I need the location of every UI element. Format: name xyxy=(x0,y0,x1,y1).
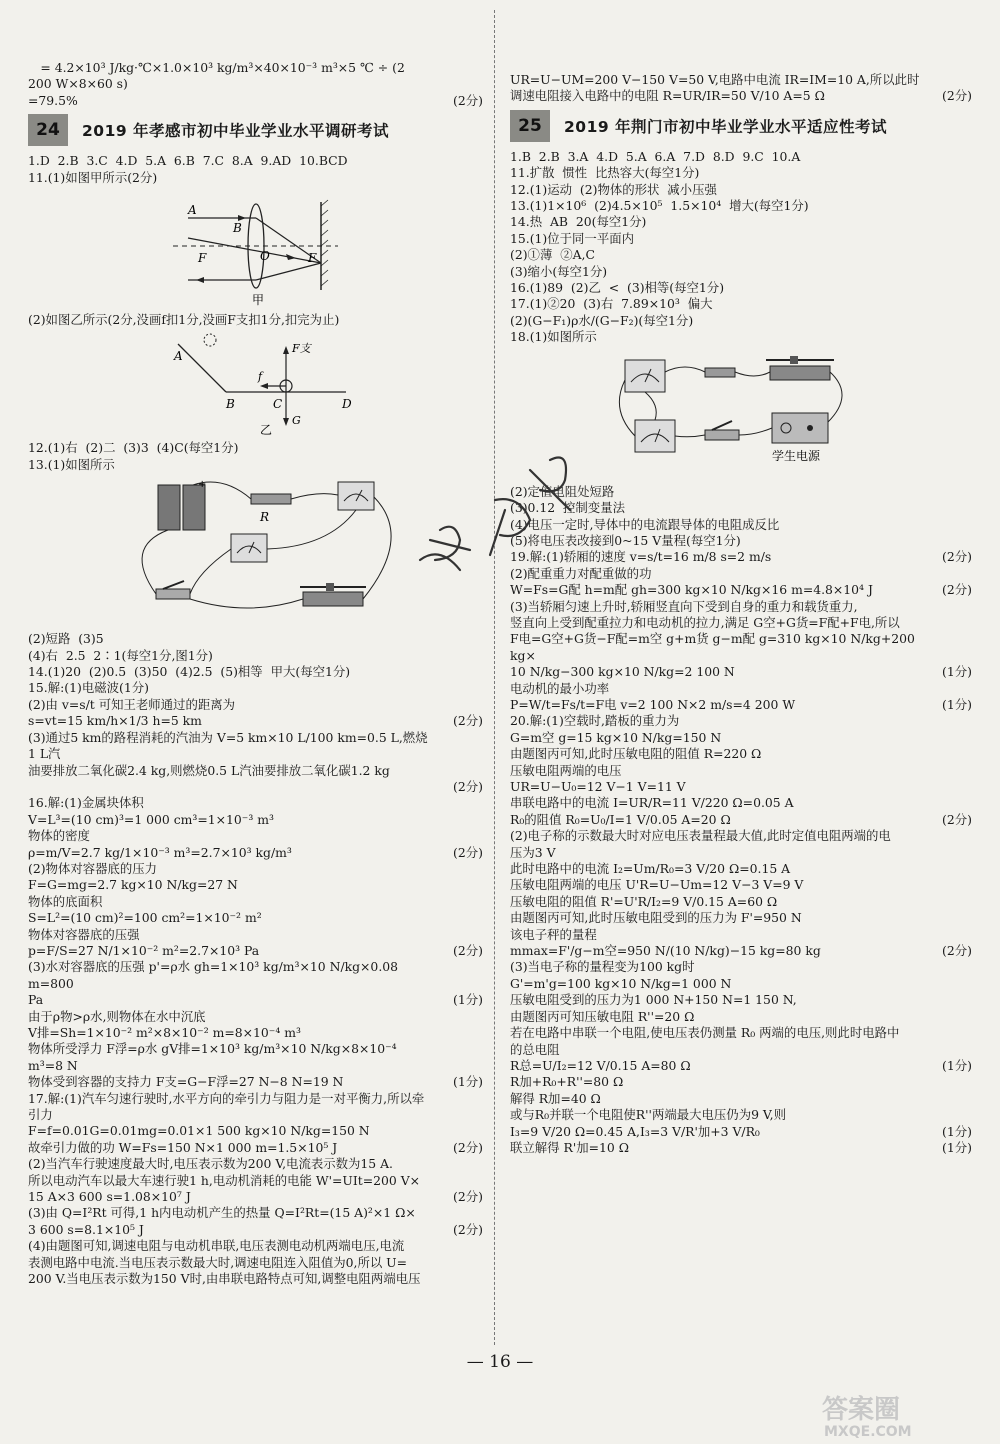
answer-line xyxy=(510,894,972,910)
answer-text: (2)电子称的示数最大时对应电压表量程最大值,此时定值电阻两端的电 xyxy=(510,828,891,844)
answer-line xyxy=(28,1156,483,1172)
answer-text: 由题图丙可知,此时压敏电阻的阻值 R=220 Ω xyxy=(510,746,762,762)
power-supply-icon xyxy=(772,413,828,443)
answer-text: R加+R₀+R''=80 Ω xyxy=(510,1074,624,1090)
score-label: (2分) xyxy=(942,811,972,827)
answer-text: R总=U/I₂=12 V/0.15 A=80 Ω xyxy=(510,1057,691,1073)
answer-text: G=m空 g=15 kg×10 N/kg=150 N xyxy=(510,729,722,745)
answer-text: G'=m'g=100 kg×10 N/kg=1 000 N xyxy=(510,975,732,991)
answer-text: 17.解:(1)汽车匀速行驶时,水平方向的牵引力与阻力是一对平衡力,所以牵 xyxy=(28,1090,425,1106)
answer-text: 引力 xyxy=(28,1107,53,1123)
answer-line xyxy=(28,861,483,877)
answer-line xyxy=(510,1042,972,1058)
answer-text: R₀的阻值 R₀=U₀/I=1 V/0.05 A=20 Ω xyxy=(510,811,731,827)
answer-text: 1.B 2.B 3.A 4.D 5.A 6.A 7.D 8.D 9.C 10.A xyxy=(510,148,801,164)
answer-line xyxy=(510,72,972,88)
answer-line xyxy=(510,599,972,615)
answer-text: 压为3 V xyxy=(510,844,556,860)
answer-text: (4)电压一定时,导体中的电流跟导体的电阻成反比 xyxy=(510,516,780,532)
svg-text:MXQE.COM: MXQE.COM xyxy=(824,1424,912,1438)
answer-line xyxy=(28,1205,483,1221)
support-arrow-icon xyxy=(283,346,289,354)
answer-text: UR=U−UM=200 V−150 V=50 V,电路中电流 IR=IM=10 A,所以此时 xyxy=(510,72,920,87)
answer-line xyxy=(510,861,972,877)
answer-text: 电动机的最小功率 xyxy=(510,680,610,696)
answer-text: 压敏电阻受到的压力为1 000 N+150 N=1 150 N, xyxy=(510,992,797,1008)
answer-line xyxy=(28,845,483,861)
ammeter-icon xyxy=(231,534,267,562)
answers-24-part1 xyxy=(28,153,483,186)
answer-text: (2)(G−F₁)ρ水/(G−F₂)(每空1分) xyxy=(510,312,694,328)
score-label: (2分) xyxy=(453,1221,483,1237)
score-label: (2分) xyxy=(453,92,483,108)
answer-text: (3)当轿厢匀速上升时,轿厢竖直向下受到自身的重力和载货重力, xyxy=(510,598,858,614)
answer-text: 20.解:(1)空载时,踏板的重力为 xyxy=(510,713,680,729)
answer-line xyxy=(510,264,972,280)
answer-text: 12.(1)运动 (2)物体的形状 减小压强 xyxy=(510,181,717,197)
answer-text: ρ=m/V=2.7 kg/1×10⁻³ m³=2.7×10³ kg/m³ xyxy=(28,844,292,860)
answer-text: 1.D 2.B 3.C 4.D 5.A 6.B 7.C 8.A 9.AD 10.BCD xyxy=(28,153,348,169)
answer-line xyxy=(28,910,483,926)
answer-line xyxy=(28,812,483,828)
answer-text: (4)右 2.5 2∶1(每空1分,图1分) xyxy=(28,647,213,663)
answer-line xyxy=(510,198,972,214)
answer-line xyxy=(510,313,972,329)
section-25-banner xyxy=(510,109,972,143)
answer-line xyxy=(510,795,972,811)
answer-line xyxy=(510,763,972,779)
answer-line xyxy=(510,877,972,893)
answer-line xyxy=(510,943,972,959)
answer-line xyxy=(28,1238,483,1254)
answer-text: 压敏电阻两端的电压 U'R=U−Um=12 V−3 V=9 V xyxy=(510,877,804,893)
lens-diagram xyxy=(28,190,483,308)
answer-line xyxy=(28,1091,483,1107)
answer-text: 由题图丙可知,此时压敏电阻受到的压力为 F'=950 N xyxy=(510,910,802,926)
score-label: (2分) xyxy=(453,844,483,860)
score-label: (2分) xyxy=(942,88,972,104)
reflected-ray-arrow-icon xyxy=(196,277,204,283)
answer-text: 14.(1)20 (2)0.5 (3)50 (4)2.5 (5)相等 甲大(每空1分) xyxy=(28,664,351,680)
answer-line xyxy=(510,615,972,631)
answer-text: F电=G空+G货−F配=m空 g+m货 g−m配 g=310 kg×10 N/kg+200 kg× xyxy=(510,631,919,663)
answer-text: F=f=0.01G=0.01mg=0.01×1 500 kg×10 N/kg=150 N xyxy=(28,1123,370,1139)
answer-line xyxy=(28,1107,483,1123)
answer-line xyxy=(28,93,483,109)
score-label: (2分) xyxy=(942,943,972,959)
answer-text: 油要排放二氧化碳2.4 kg,则燃烧0.5 L汽油要排放二氧化碳1.2 kg xyxy=(28,762,390,778)
label-focus-right: F xyxy=(308,251,317,266)
answer-text: 11.(1)如图甲所示(2分) xyxy=(28,169,158,185)
answer-text: 压敏电阻两端的电压 xyxy=(510,762,622,778)
answer-line xyxy=(28,60,483,93)
answer-line xyxy=(28,1271,483,1287)
answer-text: 压敏电阻的阻值 R'=U'R/I₂=9 V/0.15 A=60 Ω xyxy=(510,893,778,909)
answer-text: 调速电阻接入电路中的电阻 R=UR/IR=50 V/10 A=5 Ω xyxy=(510,88,825,104)
answer-line xyxy=(28,1255,483,1271)
figure-jia-lens xyxy=(28,190,483,308)
answer-line xyxy=(28,697,483,713)
label-c: C xyxy=(273,397,283,412)
answer-text: 13.(1)1×10⁶ (2)4.5×10⁵ 1.5×10⁴ 增大(每空1分) xyxy=(510,198,809,214)
answer-line xyxy=(28,1123,483,1139)
label-r: R xyxy=(260,510,270,525)
reflected-ray xyxy=(256,263,321,280)
answers-25-part2 xyxy=(510,484,972,1157)
answer-text: 若在电路中串联一个电阻,使电压表仍测量 R₀ 两端的电压,则此时电路中 xyxy=(510,1025,900,1041)
label-b: B xyxy=(226,397,235,412)
answer-line xyxy=(510,165,972,181)
answer-text: 此时电路中的电流 I₂=Um/R₀=3 V/20 Ω=0.15 A xyxy=(510,861,791,877)
answer-text: 16.解:(1)金属块体积 xyxy=(28,795,144,811)
score-label: (1分) xyxy=(942,664,972,680)
answer-text: V排=Sh=1×10⁻² m²×8×10⁻² m=8×10⁻⁴ m³ xyxy=(28,1024,301,1040)
resistor-icon xyxy=(251,494,291,504)
answer-text: 13.(1)如图所示 xyxy=(28,456,115,472)
answer-text: 200 V.当电压表示数为150 V时,由串联电路特点可知,调整电阻两端电压 xyxy=(28,1271,421,1287)
answer-line xyxy=(510,1025,972,1041)
answer-text: I₃=9 V/20 Ω=0.45 A,I₃=3 V/R'加+3 V/R₀ xyxy=(510,1123,760,1139)
power-supply-label: 学生电源 xyxy=(772,448,821,463)
answer-text: 所以电动汽车以最大车速行驶1 h,电动机消耗的电能 W'=UIt=200 V× xyxy=(28,1172,421,1188)
answer-text: (2)如图乙所示(2分,没画f扣1分,没画F支扣1分,扣完为止) xyxy=(28,312,340,328)
answer-line xyxy=(28,312,483,328)
answer-line xyxy=(510,812,972,828)
answer-line xyxy=(510,296,972,312)
voltmeter-icon xyxy=(625,360,665,392)
answer-text: 解得 R加=40 Ω xyxy=(510,1090,601,1106)
answer-text: 14.热 AB 20(每空1分) xyxy=(510,214,647,230)
page-number: — 16 — xyxy=(466,1352,534,1372)
label-a: A xyxy=(188,203,197,218)
score-label: (1分) xyxy=(942,696,972,712)
answer-text: 15.解:(1)电磁波(1分) xyxy=(28,680,149,696)
answer-text: 10 N/kg−300 kg×10 N/kg=2 100 N xyxy=(510,664,735,680)
score-label: (1分) xyxy=(942,1139,972,1155)
answer-line xyxy=(28,779,483,795)
force-diagram xyxy=(28,332,483,436)
answer-text: (2)物体对容器底的压力 xyxy=(28,860,158,876)
score-label: (1分) xyxy=(942,1057,972,1073)
answer-line xyxy=(510,280,972,296)
answer-line xyxy=(510,149,972,165)
answer-line xyxy=(28,153,483,169)
answer-text: 串联电路中的电流 I=UR/R=11 V/220 Ω=0.05 A xyxy=(510,795,794,811)
right-pre-block xyxy=(510,72,972,105)
answer-line xyxy=(28,943,483,959)
answer-text: 16.(1)89 (2)乙 < (3)相等(每空1分) xyxy=(510,280,725,296)
answer-text: 12.(1)右 (2)二 (3)3 (4)C(每空1分) xyxy=(28,440,239,456)
answer-text: (5)将电压表改接到0~15 V量程(每空1分) xyxy=(510,532,741,548)
answer-text: (3)0.12 控制变量法 xyxy=(510,500,625,516)
score-label: (2分) xyxy=(453,778,483,794)
answer-text: 物体的底面积 xyxy=(28,893,103,909)
friction-arrow-icon xyxy=(260,383,268,389)
label-d: D xyxy=(342,397,352,412)
answer-line xyxy=(510,1140,972,1156)
answer-text: 该电子秤的量程 xyxy=(510,926,597,942)
answer-text: 表测电路中电流.当电压表示数最大时,调速电阻连入阻值为0,所以 U= xyxy=(28,1254,408,1270)
answer-text: (2)短路 (3)5 xyxy=(28,631,104,647)
answer-line xyxy=(28,763,483,779)
answer-text: Pa xyxy=(28,992,44,1008)
answer-line xyxy=(510,713,972,729)
answer-text: 19.解:(1)轿厢的速度 v=s/t=16 m/8 s=2 m/s xyxy=(510,549,772,565)
score-label: (2分) xyxy=(453,1189,483,1205)
section-24-title: 2019 年孝感市初中毕业学业水平调研考试 xyxy=(82,122,390,141)
score-label: (2分) xyxy=(942,582,972,598)
answer-line xyxy=(28,1074,483,1090)
label-friction: f xyxy=(258,370,263,384)
answer-line xyxy=(510,976,972,992)
answer-text: (2)配重重力对配重做的功 xyxy=(510,565,652,581)
answer-line xyxy=(510,664,972,680)
answers-25-part1 xyxy=(510,149,972,346)
score-label: (1分) xyxy=(942,1123,972,1139)
answer-text: 17.(1)②20 (3)右 7.89×10³ 偏大 xyxy=(510,296,713,312)
ball-start xyxy=(204,334,216,346)
rheostat-icon xyxy=(300,583,366,606)
answer-text: 由于ρ物>ρ水,则物体在水中沉底 xyxy=(28,1008,206,1024)
ammeter-icon xyxy=(635,420,675,452)
answer-line xyxy=(510,1058,972,1074)
answer-text: (3)由 Q=I²Rt 可得,1 h内电动机产生的热量 Q=I²Rt=(15 A)²×1 Ω× xyxy=(28,1205,416,1221)
answer-text: 3 600 s=8.1×10⁵ J xyxy=(28,1221,144,1237)
voltmeter-icon xyxy=(338,482,374,510)
answer-text: s=vt=15 km/h×1/3 h=5 km xyxy=(28,713,202,729)
answer-text: =79.5% xyxy=(28,92,78,108)
answer-line xyxy=(510,730,972,746)
answer-line xyxy=(28,170,483,186)
section-25-number: 25 xyxy=(510,110,550,142)
ray-b xyxy=(188,238,321,266)
answer-line xyxy=(510,1009,972,1025)
label-gravity: G xyxy=(292,414,301,428)
answer-text: (3)水对容器底的压强 p'=ρ水 gh=1×10³ kg/m³×10 N/kg×0.08 m=800 xyxy=(28,959,402,991)
section-24-number: 24 xyxy=(28,114,68,146)
section-25-title: 2019 年荆门市初中毕业学业水平适应性考试 xyxy=(564,117,888,136)
rheostat-icon xyxy=(766,356,834,380)
answer-line xyxy=(28,664,483,680)
answer-text: V=L³=(10 cm)³=1 000 cm³=1×10⁻³ m³ xyxy=(28,811,274,827)
switch-icon xyxy=(705,421,739,440)
answer-text: W=Fs=G配 h=m配 gh=300 kg×10 N/kg×16 m=4.8×10⁴ J xyxy=(510,582,873,598)
answer-line xyxy=(28,1189,483,1205)
battery-icon xyxy=(158,479,206,530)
answer-line xyxy=(510,779,972,795)
answer-text: 15.(1)位于同一平面内 xyxy=(510,230,634,246)
ray-b-arrow-icon xyxy=(286,254,296,260)
answer-text: 物体受到容器的支持力 F支=G−F浮=27 N−8 N=19 N xyxy=(28,1074,344,1090)
answer-line xyxy=(510,697,972,713)
answer-line xyxy=(28,680,483,696)
answer-text: (4)由题图可知,调速电阻与电动机串联,电压表测电动机两端电压,电流 xyxy=(28,1238,405,1254)
answer-line xyxy=(510,182,972,198)
svg-text:答案圈: 答案圈 xyxy=(822,1395,901,1425)
handwritten-scribble xyxy=(400,440,600,580)
switch-icon xyxy=(156,581,190,599)
caption-jia: 甲 xyxy=(252,293,265,308)
answer-text: 故牵引力做的功 W=Fs=150 N×1 000 m=1.5×10⁵ J xyxy=(28,1139,338,1155)
answer-line xyxy=(28,877,483,893)
answer-text: 物体所受浮力 F浮=ρ水 gV排=1×10³ kg/m³×10 N/kg×8×10⁻⁴ m³=8 N xyxy=(28,1041,401,1073)
answer-line xyxy=(28,795,483,811)
answer-text: mmax=F'/g−m空=950 N/(10 N/kg)−15 kg=80 kg xyxy=(510,943,821,959)
answer-line xyxy=(510,845,972,861)
answer-text: (2)定值电阻处短路 xyxy=(510,483,615,499)
answer-line xyxy=(28,648,483,664)
answer-line xyxy=(510,329,972,345)
answer-line xyxy=(28,730,483,763)
label-focus-left: F xyxy=(198,251,207,266)
resistor-icon xyxy=(705,368,735,377)
answer-text: S=L²=(10 cm)²=100 cm²=1×10⁻² m² xyxy=(28,910,262,926)
answer-line xyxy=(510,631,972,664)
caption-yi: 乙 xyxy=(260,423,273,437)
score-label: (1分) xyxy=(453,992,483,1008)
answer-text: 联立解得 R'加=10 Ω xyxy=(510,1139,629,1155)
answer-line xyxy=(510,88,972,104)
answer-text: (3)缩小(每空1分) xyxy=(510,263,608,279)
answer-text: = 4.2×10³ J/kg·℃×1.0×10³ kg/m³×40×10⁻³ m³×5 ℃ ÷ (2 200 W×8×60 s) xyxy=(28,60,409,92)
left-pre-block xyxy=(28,60,483,109)
answer-text: 的总电阻 xyxy=(510,1041,560,1057)
score-label: (2分) xyxy=(453,1139,483,1155)
answer-line xyxy=(28,992,483,1008)
answer-line xyxy=(510,231,972,247)
answer-line xyxy=(510,828,972,844)
score-label: (2分) xyxy=(942,549,972,565)
answer-line xyxy=(510,582,972,598)
answers-24-part4 xyxy=(28,631,483,1287)
answer-line xyxy=(510,1074,972,1090)
answer-line xyxy=(510,910,972,926)
answer-line xyxy=(28,894,483,910)
left-column xyxy=(28,60,483,1287)
score-label: (2分) xyxy=(453,942,483,958)
label-b: B xyxy=(233,221,242,236)
answer-line xyxy=(510,1107,972,1123)
answer-text: 竖直向上受到配重拉力和电动机的拉力,满足 G空+G货=F配+F电,所以 xyxy=(510,614,900,630)
answer-line xyxy=(28,1041,483,1074)
answer-text: F=G=mg=2.7 kg×10 N/kg=27 N xyxy=(28,877,238,893)
section-24-banner xyxy=(28,113,483,147)
answer-text: (2)由 v=s/t 可知王老师通过的距离为 xyxy=(28,696,236,712)
answer-line xyxy=(510,927,972,943)
mirror-hatching xyxy=(321,200,328,286)
answer-text: (3)当电子称的量程变为100 kg时 xyxy=(510,959,695,975)
answer-line xyxy=(28,631,483,647)
answer-line xyxy=(28,1009,483,1025)
answer-text: (3)通过5 km的路程消耗的汽油为 V=5 km×10 L/100 km=0.5 L,燃烧1 L汽 xyxy=(28,729,428,762)
answer-text: 物体的密度 xyxy=(28,828,90,844)
answer-text: 11.扩散 惯性 比热容大(每空1分) xyxy=(510,165,700,181)
answer-line xyxy=(510,247,972,263)
gravity-arrow-icon xyxy=(283,418,289,426)
answer-line xyxy=(510,959,972,975)
answer-line xyxy=(510,992,972,1008)
answer-line xyxy=(28,959,483,992)
answers-24-part2 xyxy=(28,312,483,328)
score-label: (1分) xyxy=(453,1074,483,1090)
answer-line xyxy=(28,1025,483,1041)
answer-text: P=W/t=Fs/t=F电 v=2 100 N×2 m/s=4 200 W xyxy=(510,696,796,712)
answer-text: 15 A×3 600 s=1.08×10⁷ J xyxy=(28,1189,191,1205)
answer-line xyxy=(28,1173,483,1189)
answer-text: 或与R₀并联一个电阻使R''两端最大电压仍为9 V,则 xyxy=(510,1107,787,1123)
answer-text: 18.(1)如图所示 xyxy=(510,329,597,345)
answer-line xyxy=(28,828,483,844)
label-o: O xyxy=(260,249,270,264)
site-watermark-logo xyxy=(818,1388,988,1438)
answer-line xyxy=(510,214,972,230)
answer-text: (2)当汽车行驶速度最大时,电压表示数为200 V,电流表示数为15 A. xyxy=(28,1156,393,1172)
figure-yi-forces xyxy=(28,332,483,436)
answer-line xyxy=(510,1124,972,1140)
answer-line xyxy=(510,681,972,697)
answer-text: UR=U−U₀=12 V−1 V=11 V xyxy=(510,779,686,794)
right-column xyxy=(510,72,972,1156)
answer-line xyxy=(28,927,483,943)
column-divider xyxy=(494,10,495,1345)
answer-line xyxy=(510,746,972,762)
label-a: A xyxy=(174,349,183,364)
incline xyxy=(178,344,226,392)
answer-text: 物体对容器底的压强 xyxy=(28,926,140,942)
score-label: (2分) xyxy=(453,713,483,729)
answer-line xyxy=(28,713,483,729)
label-support: F支 xyxy=(292,342,311,356)
answer-text: (2)①薄 ②A,C xyxy=(510,247,595,263)
answer-text: 由题图丙可知压敏电阻 R''=20 Ω xyxy=(510,1008,695,1024)
answer-line xyxy=(510,1091,972,1107)
answer-line xyxy=(28,1222,483,1238)
svg-text:+: + xyxy=(198,479,207,491)
answer-text: p=F/S=27 N/1×10⁻² m²=2.7×10³ Pa xyxy=(28,942,260,958)
answer-line xyxy=(28,1140,483,1156)
